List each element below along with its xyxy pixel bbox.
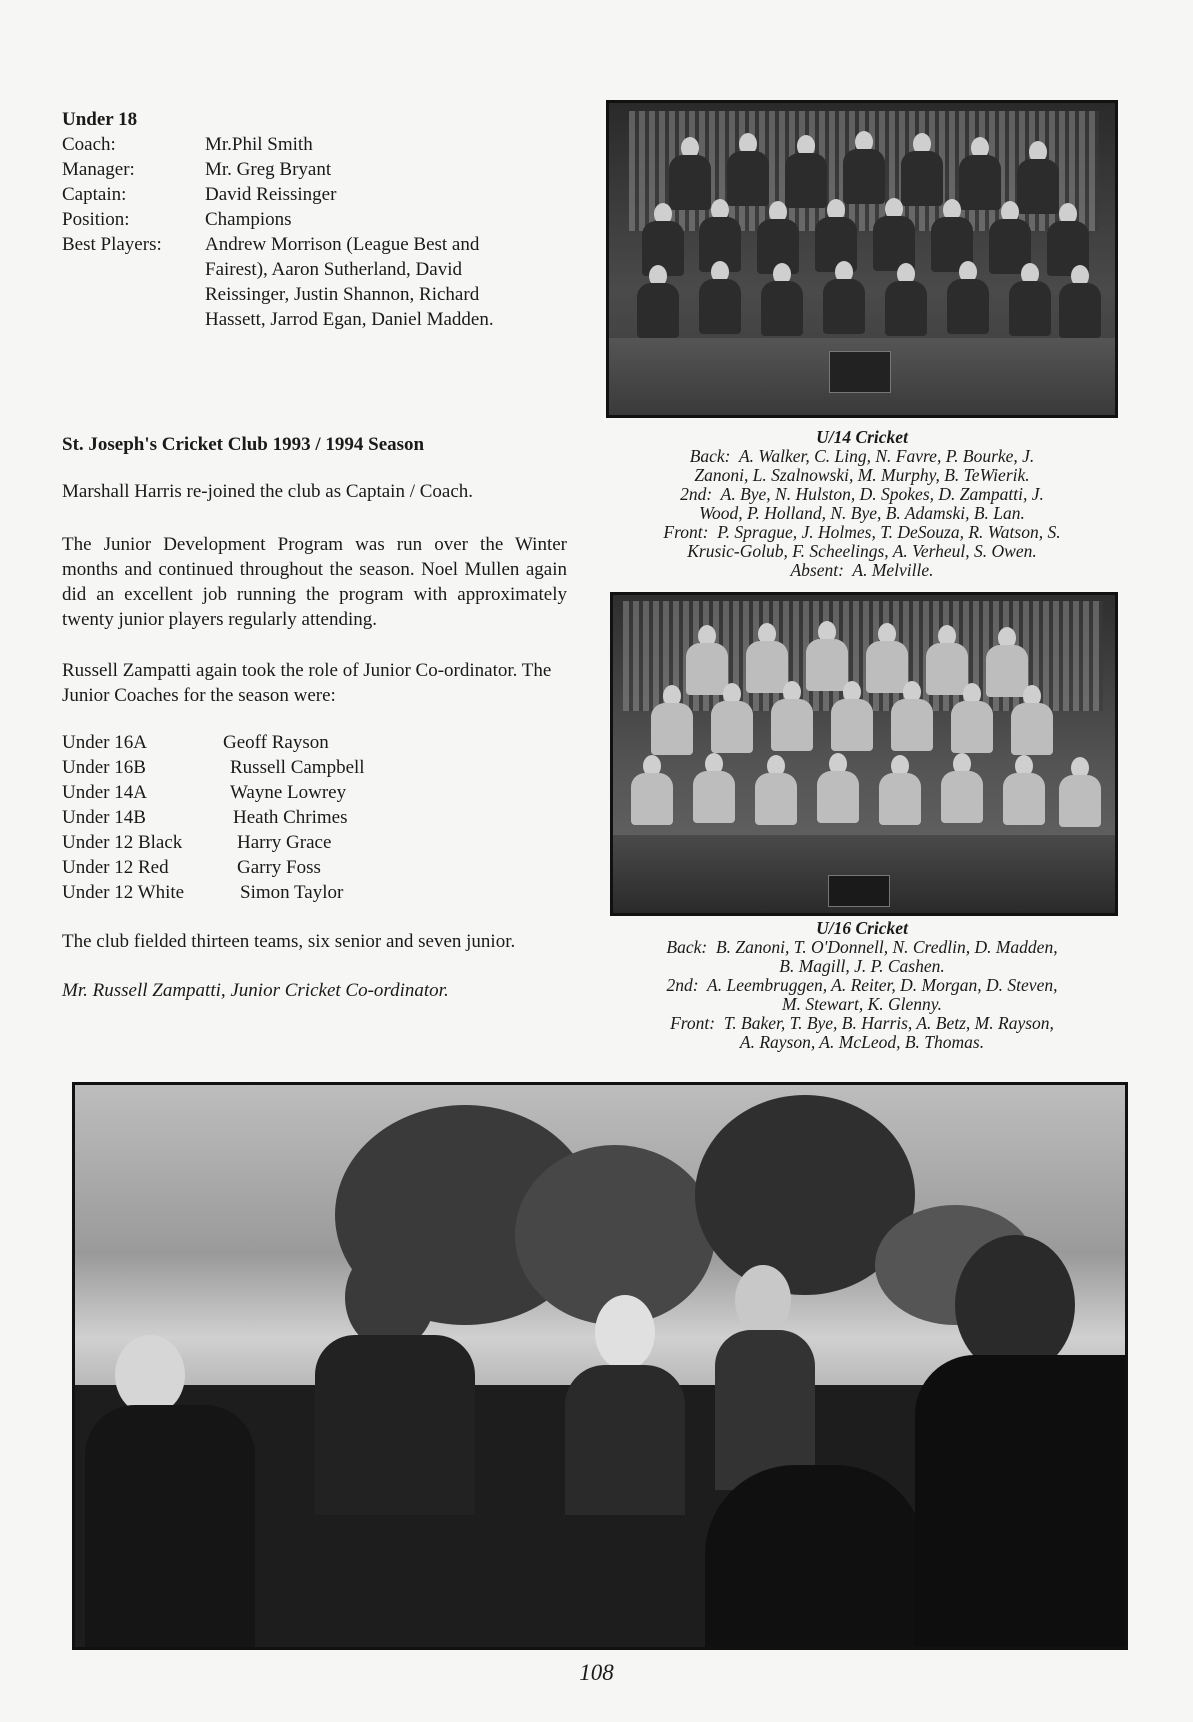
under18-team-photo — [606, 100, 1118, 418]
under18-captain-value: David Reissinger — [205, 184, 337, 205]
under18-manager-value: Mr. Greg Bryant — [205, 159, 332, 180]
coach-name: Wayne Lowrey — [230, 782, 347, 803]
u14-caption-text: Zanoni, L. Szalnowski, M. Murphy, B. TeWierik. — [694, 465, 1030, 485]
coach-name: Geoff Rayson — [223, 732, 329, 753]
coach-team: Under 16A — [62, 732, 147, 753]
cricket-para-1: Marshall Harris re-joined the club as Captain / Coach. — [62, 481, 474, 502]
coach-team: Under 14A — [62, 782, 147, 803]
under18-position-value: Champions — [205, 209, 292, 230]
under18-coach-label: Coach: — [62, 134, 116, 155]
u14-caption-key: 2nd: — [680, 484, 713, 504]
u16-caption-line — [602, 1033, 1122, 1052]
coach-team: Under 16B — [62, 757, 146, 778]
u16-caption-text: A. Leembruggen, A. Reiter, D. Morgan, D. Steven, — [707, 975, 1058, 995]
u14-caption-line — [602, 561, 1122, 580]
cricket-para-4: The club fielded thirteen teams, six senior and seven junior. — [62, 931, 516, 952]
cricket-para-3: Russell Zampatti again took the role of Junior Co-ordinator. The Junior Coaches for the season were: — [62, 660, 552, 706]
u16-caption-key: Front: — [670, 1013, 716, 1033]
u14-caption-line — [602, 485, 1122, 504]
u14-caption-line — [602, 504, 1122, 523]
u16-caption-key: 2nd: — [666, 975, 699, 995]
coach-name: Simon Taylor — [240, 882, 344, 903]
u14-caption-line — [602, 466, 1122, 485]
coach-team: Under 12 Red — [62, 857, 169, 878]
u14-caption-line — [602, 447, 1122, 466]
cricket-signature: Mr. Russell Zampatti, Junior Cricket Co-ordinator. — [62, 980, 449, 1001]
coach-team: Under 14B — [62, 807, 146, 828]
u14-caption-key: Absent: — [790, 560, 844, 580]
coach-name: Garry Foss — [237, 857, 321, 878]
u16-caption-text: B. Magill, J. P. Cashen. — [779, 956, 945, 976]
u14-caption — [602, 428, 1122, 580]
football-huddle-photo — [72, 1082, 1128, 1650]
u14-team-photo — [610, 592, 1118, 916]
coach-name: Harry Grace — [237, 832, 332, 853]
u14-caption-text: Wood, P. Holland, N. Bye, B. Adamski, B. Lan. — [699, 503, 1025, 523]
u16-caption-line — [602, 1014, 1122, 1033]
u16-caption — [602, 919, 1122, 1052]
under18-manager-label: Manager: — [62, 159, 135, 180]
u14-caption-text: A. Bye, N. Hulston, D. Spokes, D. Zampatti, J. — [720, 484, 1044, 504]
u14-caption-text: Krusic-Golub, F. Scheelings, A. Verheul, S. Owen. — [687, 541, 1037, 561]
coach-team: Under 12 White — [62, 882, 185, 903]
under18-coach-value: Mr.Phil Smith — [205, 134, 313, 155]
u16-caption-line — [602, 938, 1122, 957]
u16-caption-line — [602, 995, 1122, 1014]
u14-caption-line — [602, 523, 1122, 542]
u16-caption-text: A. Rayson, A. McLeod, B. Thomas. — [739, 1032, 985, 1052]
under18-position-label: Position: — [62, 209, 130, 230]
u16-caption-line — [602, 957, 1122, 976]
u16-caption-line — [602, 976, 1122, 995]
coach-team: Under 12 Black — [62, 832, 183, 853]
u14-caption-text: P. Sprague, J. Holmes, T. DeSouza, R. Watson, S. — [717, 522, 1061, 542]
u16-caption-key: Back: — [666, 937, 708, 957]
u16-caption-text: M. Stewart, K. Glenny. — [782, 994, 942, 1014]
u16-caption-title: U/16 Cricket — [816, 918, 908, 938]
under18-captain-label: Captain: — [62, 184, 127, 205]
page-number: 108 — [579, 1660, 614, 1685]
coach-name: Russell Campbell — [230, 757, 365, 778]
u14-caption-text: A. Walker, C. Ling, N. Favre, P. Bourke, J. — [738, 446, 1035, 466]
coach-name: Heath Chrimes — [233, 807, 348, 828]
under18-best-players-value: Andrew Morrison (League Best and Fairest), Aaron Sutherland, David Reissinger, Justin Shannon, Richard Hassett, Jarrod Egan, Daniel Madden. — [205, 234, 494, 330]
u14-caption-line — [602, 542, 1122, 561]
u14-caption-text: A. Melville. — [852, 560, 934, 580]
u16-caption-text: T. Baker, T. Bye, B. Harris, A. Betz, M. Rayson, — [723, 1013, 1054, 1033]
u14-caption-key: Front: — [663, 522, 709, 542]
cricket-heading: St. Joseph's Cricket Club 1993 / 1994 Season — [62, 434, 425, 455]
u16-caption-text: B. Zanoni, T. O'Donnell, N. Credlin, D. Madden, — [715, 937, 1058, 957]
u14-caption-title: U/14 Cricket — [816, 427, 908, 447]
cricket-para-2: The Junior Development Program was run over the Winter months and continued throughout the season. Noel Mullen again did an excellent job running the program with approximately twenty junior players regularly attending. — [62, 534, 567, 630]
under18-best-players-label: Best Players: — [62, 234, 162, 255]
under18-title: Under 18 — [62, 109, 138, 130]
u14-caption-key: Back: — [689, 446, 731, 466]
